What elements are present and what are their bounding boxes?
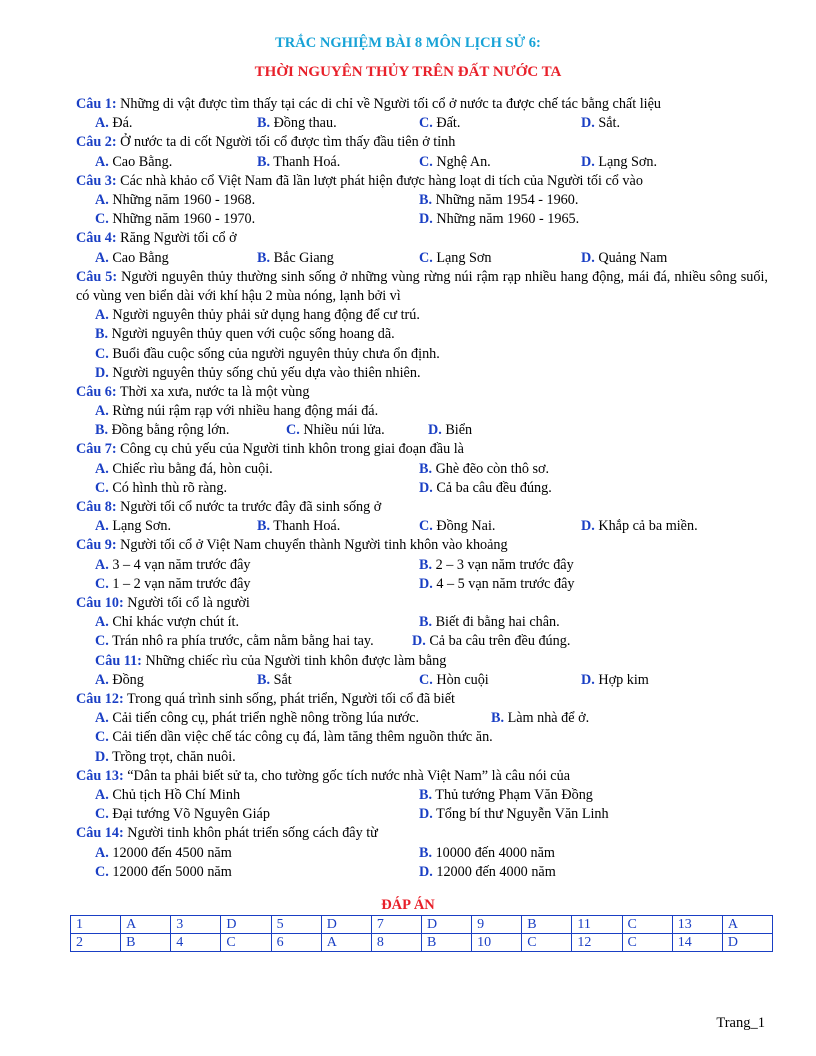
table-cell: D: [421, 916, 471, 934]
table-cell: 2: [71, 934, 121, 952]
question-text: Người nguyên thủy thường sinh sống ở những vùng rừng núi rậm rạp nhiều hang động, mái đá, nhiều sông suối, có vùng ven biển dài với khí hậu 2 mùa nóng, lạnh bởi vì: [76, 268, 768, 304]
option-b: B. 10000 đến 4000 năm: [419, 844, 555, 861]
option-c: C. Nhiều núi lửa.: [286, 422, 385, 439]
question-label: Câu 6:: [76, 383, 117, 400]
option-d: D. Người nguyên thủy sống chủ yếu dựa vào thiên nhiên.: [95, 364, 421, 381]
option-d: D. Cả ba câu trên đều đúng.: [412, 633, 571, 650]
question-label: Câu 9:: [76, 537, 117, 554]
question-1: [76, 95, 768, 133]
question-11: [76, 652, 768, 690]
option-b: B. Thanh Hoá.: [257, 518, 341, 535]
table-cell: D: [722, 934, 772, 952]
table-cell: A: [321, 934, 371, 952]
question-7: [76, 440, 768, 498]
answer-key-title: ĐÁP ÁN: [381, 897, 435, 913]
option-c: C. Trán nhô ra phía trước, cằm nằm bằng hai tay.: [95, 633, 374, 650]
question-3: [76, 172, 768, 230]
question-label: Câu 2:: [76, 134, 117, 151]
option-d: D. Lạng Sơn.: [581, 153, 658, 170]
table-cell: 4: [171, 934, 221, 952]
question-label: Câu 14:: [76, 825, 124, 842]
option-b: B. Người nguyên thủy quen với cuộc sống hoang dã.: [95, 326, 395, 343]
table-cell: C: [522, 934, 572, 952]
option-b: B. Biết đi bằng hai chân.: [419, 614, 560, 631]
question-label: Câu 13:: [76, 767, 124, 784]
question-text: Thời xa xưa, nước ta là một vùng: [116, 383, 310, 400]
question-text: Công cụ chủ yếu của Người tinh khôn trong giai đoạn đầu là: [116, 441, 464, 458]
option-a: A. 3 – 4 vạn năm trước đây: [95, 556, 251, 573]
table-cell: 12: [572, 934, 622, 952]
option-c: C. Những năm 1960 - 1970.: [95, 211, 256, 228]
document-subtitle: THỜI NGUYÊN THỦY TRÊN ĐẤT NƯỚC TA: [254, 64, 562, 80]
question-text: Người tinh khôn phát triển sống cách đây từ: [123, 825, 378, 842]
option-d: D. 12000 đến 4000 năm: [419, 863, 556, 880]
option-c: C. Hòn cuội: [419, 671, 489, 688]
option-c: C. Lạng Sơn: [419, 249, 492, 266]
table-cell: A: [722, 916, 772, 934]
table-cell: 13: [672, 916, 722, 934]
question-text: Người tối cổ là người: [123, 595, 250, 612]
table-cell: 8: [371, 934, 421, 952]
question-label: Câu 12:: [76, 691, 124, 707]
option-c: C. Đất.: [419, 115, 461, 132]
question-label: Câu 3:: [76, 172, 117, 189]
option-d: D. Những năm 1960 - 1965.: [419, 211, 580, 228]
table-cell: B: [522, 916, 572, 934]
table-cell: B: [421, 934, 471, 952]
option-b: B. Sắt: [257, 671, 292, 688]
question-text: “Dân ta phải biết sử ta, cho tường gốc tích nước nhà Việt Nam” là câu nói của: [123, 767, 570, 784]
question-12: [76, 690, 768, 767]
option-d: D. Khắp cả ba miền.: [581, 518, 698, 535]
option-a: A. Chỉ khác vượn chút ít.: [95, 614, 240, 631]
option-c: C. Có hình thù rõ ràng.: [95, 479, 228, 496]
table-cell: 14: [672, 934, 722, 952]
option-a: A. Cao Bằng: [95, 249, 169, 266]
option-b: B. Bắc Giang: [257, 249, 334, 266]
option-b: B. Thủ tướng Phạm Văn Đồng: [419, 786, 593, 803]
answer-key-table: [70, 915, 773, 952]
table-cell: 3: [171, 916, 221, 934]
option-a: A. 12000 đến 4500 năm: [95, 844, 232, 861]
question-text: Những chiếc rìu của Người tinh khôn được làm bằng: [141, 652, 447, 669]
question-label: Câu 11:: [95, 652, 142, 669]
question-text: Những di vật được tìm thấy tại các di chỉ về Người tối cổ ở nước ta được chế tác bằng chất liệu: [116, 96, 661, 112]
table-cell: 10: [472, 934, 522, 952]
table-cell: A: [121, 916, 171, 934]
question-8: [76, 498, 768, 536]
option-d: D. Cả ba câu đều đúng.: [419, 479, 552, 496]
question-9: [76, 536, 768, 594]
question-text: Các nhà khảo cổ Việt Nam đã lần lượt phát hiện được hàng loạt di tích của Người tối cổ vào: [116, 172, 643, 189]
option-d: D. Hợp kim: [581, 671, 649, 688]
table-cell: C: [622, 916, 672, 934]
option-c: C. 12000 đến 5000 năm: [95, 863, 232, 880]
table-row: [71, 934, 773, 952]
option-a: A. Đá.: [95, 115, 133, 132]
question-text: Răng Người tối cổ ở: [116, 230, 237, 247]
question-text: Ở nước ta di cốt Người tối cổ được tìm thấy đầu tiên ở tỉnh: [116, 134, 456, 151]
question-label: Câu 5:: [76, 268, 118, 285]
question-label: Câu 8:: [76, 499, 117, 516]
option-d: D. Quảng Nam: [581, 249, 668, 266]
question-5: [76, 268, 768, 383]
option-c: C. 1 – 2 vạn năm trước đây: [95, 575, 251, 592]
option-a: A. Cao Bằng.: [95, 153, 173, 170]
option-b: B. Đồng thau.: [257, 115, 337, 132]
question-text: Người tối cổ ở Việt Nam chuyển thành Người tinh khôn vào khoảng: [116, 537, 508, 554]
option-c: C. Đồng Nai.: [419, 518, 496, 535]
option-a: A. Đồng: [95, 671, 144, 688]
table-cell: C: [221, 934, 271, 952]
option-a: A. Người nguyên thủy phải sử dụng hang động để cư trú.: [95, 307, 420, 324]
question-10: [76, 594, 768, 652]
question-14: [76, 824, 768, 882]
option-a: A. Chủ tịch Hồ Chí Minh: [95, 786, 241, 803]
option-b: B. Thanh Hoá.: [257, 153, 341, 170]
option-c: C. Đại tướng Võ Nguyên Giáp: [95, 806, 270, 823]
table-cell: C: [622, 934, 672, 952]
question-text: Người tối cổ nước ta trước đây đã sinh sống ở: [116, 499, 382, 516]
option-d: D. Tổng bí thư Nguyễn Văn Linh: [419, 806, 609, 823]
table-cell: 6: [271, 934, 321, 952]
page-number: Trang_1: [716, 1015, 765, 1031]
table-cell: 7: [371, 916, 421, 934]
document-title: TRẮC NGHIỆM BÀI 8 MÔN LỊCH SỬ 6:: [275, 35, 541, 51]
option-c: C. Nghệ An.: [419, 153, 491, 170]
question-label: Câu 7:: [76, 441, 117, 458]
option-b: B. 2 – 3 vạn năm trước đây: [419, 556, 574, 573]
option-b: B. Ghè đẽo còn thô sơ.: [419, 460, 550, 477]
question-label: Câu 10:: [76, 595, 124, 612]
table-cell: D: [321, 916, 371, 934]
option-c: C. Cải tiến dần việc chế tác công cụ đá, làm tăng thêm nguồn thức ăn.: [95, 729, 493, 746]
table-cell: 5: [271, 916, 321, 934]
option-d: D. 4 – 5 vạn năm trước đây: [419, 575, 575, 592]
option-d: D. Sắt.: [581, 115, 621, 132]
question-text: Trong quá trình sinh sống, phát triển, Người tối cổ đã biết: [123, 691, 455, 707]
option-b: B. Làm nhà để ở.: [491, 710, 590, 727]
option-b: B. Những năm 1954 - 1960.: [419, 191, 579, 208]
table-row: [71, 916, 773, 934]
option-a: A. Rừng núi rậm rạp với nhiều hang động mái đá.: [95, 403, 379, 420]
table-cell: 11: [572, 916, 622, 934]
option-d: D. Biển: [428, 422, 473, 439]
table-cell: 1: [71, 916, 121, 934]
question-label: Câu 4:: [76, 230, 117, 247]
question-4: [76, 229, 768, 267]
option-a: A. Lạng Sơn.: [95, 518, 172, 535]
table-cell: B: [121, 934, 171, 952]
option-b: B. Đồng bằng rộng lớn.: [95, 422, 230, 439]
question-list: [76, 95, 768, 882]
question-6: [76, 383, 768, 441]
option-a: A. Những năm 1960 - 1968.: [95, 191, 256, 208]
table-cell: 9: [472, 916, 522, 934]
question-13: [76, 767, 768, 825]
option-a: A. Chiếc rìu bằng đá, hòn cuội.: [95, 460, 273, 477]
question-label: Câu 1:: [76, 96, 117, 112]
table-cell: D: [221, 916, 271, 934]
question-2: [76, 133, 768, 171]
option-d: D. Trồng trọt, chăn nuôi.: [95, 748, 236, 765]
option-c: C. Buổi đầu cuộc sống của người nguyên thủy chưa ổn định.: [95, 345, 440, 362]
option-a: A. Cải tiến công cụ, phát triển nghề nông trồng lúa nước.: [95, 710, 420, 727]
